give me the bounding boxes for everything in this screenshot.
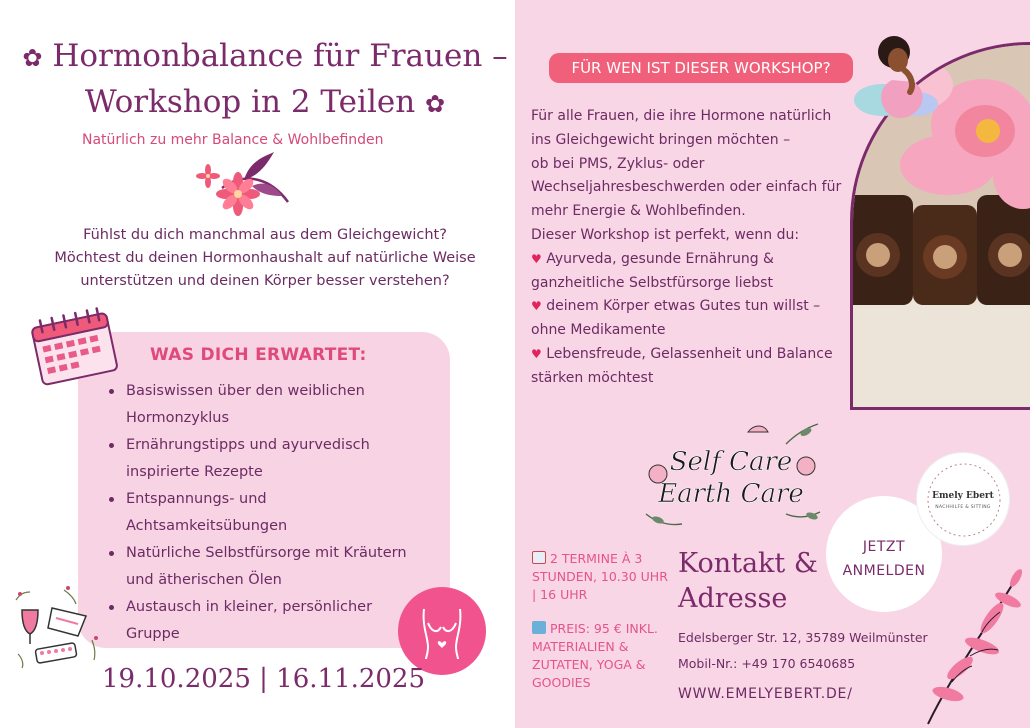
- heart-icon: ♥: [531, 251, 542, 266]
- title-line-2: Workshop in 2 Teilen: [84, 84, 416, 120]
- page-title: [20, 34, 510, 126]
- contact-heading: Kontakt & Adresse: [678, 548, 818, 614]
- branch-ornament-icon: [920, 548, 1030, 728]
- brand-name: Emely Ebert: [932, 491, 994, 501]
- title-line-1: Hormonbalance für Frauen –: [52, 38, 508, 74]
- audience-bullet: ♥ Ayurveda, gesunde Ernährung & ganzheitliche Selbstfürsorge liebst: [531, 250, 774, 291]
- menstrual-care-icon: [8, 580, 104, 672]
- subtitle: Natürlich zu mehr Balance & Wohlbefinden: [82, 132, 384, 148]
- intro-line-1: Fühlst du dich manchmal aus dem Gleichgewicht?: [83, 227, 447, 243]
- blossom-icon: ✿: [22, 44, 43, 72]
- intro-text: [40, 224, 490, 293]
- expect-heading: WAS DICH ERWARTET:: [150, 345, 367, 365]
- self-care-text: Self Care: [669, 447, 793, 477]
- blossom-icon: ✿: [425, 90, 446, 118]
- list-item: Entspannungs- und Achtsamkeitsübungen: [105, 486, 425, 540]
- banknote-emoji-icon: [532, 621, 546, 634]
- audience-paragraph: Dieser Workshop ist perfekt, wenn du:: [531, 226, 800, 243]
- contact-address: Edelsberger Str. 12, 35789 Weilmünster: [678, 630, 928, 645]
- audience-bullet: ♥ deinem Körper etwas Gutes tun willst – ohne Medikamente: [531, 298, 821, 339]
- brand-tagline: NACHHILFE & SITTING: [935, 505, 991, 510]
- intro-line-2: Möchtest du deinen Hormonhaushalt auf natürliche Weise: [54, 250, 476, 266]
- termine-info: 2 TERMINE À 3 STUNDEN, 10.30 UHR | 16 UHR: [532, 551, 668, 602]
- self-care-earth-care-logo: [636, 414, 826, 542]
- earth-care-text: Earth Care: [658, 479, 804, 509]
- audience-bullet: ♥ Lebensfreude, Gelassenheit und Balance stärken möchtest: [531, 345, 833, 386]
- website-link[interactable]: WWW.EMELYEBERT.DE/: [678, 686, 853, 702]
- workshop-dates: 19.10.2025 | 16.11.2025: [102, 664, 426, 694]
- signup-label[interactable]: JETZT ANMELDEN: [842, 539, 926, 579]
- list-item: Austausch in kleiner, persönlicher Gruppe: [105, 594, 425, 648]
- intro-line-3: unterstützen und deinen Körper besser verstehen?: [80, 273, 450, 289]
- expect-list: [105, 378, 425, 648]
- audience-paragraph: ob bei PMS, Zyklus- oder Wechseljahresbeschwerden oder einfach für mehr Energie & Wohlbefinden.: [531, 155, 842, 220]
- body-badge: [398, 587, 486, 675]
- audience-heading: FÜR WEN IST DIESER WORKSHOP?: [549, 53, 853, 83]
- list-item: Ernährungstipps und ayurvedisch inspirierte Rezepte: [105, 432, 425, 486]
- contact-phone[interactable]: Mobil-Nr.: +49 170 6540685: [678, 656, 856, 671]
- flower-ornament-icon: [192, 150, 292, 220]
- heart-icon: ♥: [531, 346, 542, 361]
- calendar-icon: [28, 306, 120, 386]
- audience-paragraph: Für alle Frauen, die ihre Hormone natürlich ins Gleichgewicht bringen möchten –: [531, 108, 832, 148]
- female-body-icon: [398, 587, 486, 675]
- heart-icon: ♥: [531, 299, 542, 314]
- list-item: Basiswissen über den weiblichen Hormonzyklus: [105, 378, 425, 432]
- list-item: Natürliche Selbstfürsorge mit Kräutern und ätherischen Ölen: [105, 540, 425, 594]
- calendar-emoji-icon: [532, 551, 546, 564]
- woman-illustration-icon: [852, 30, 942, 125]
- audience-text: [531, 105, 849, 391]
- price-info: PREIS: 95 € INKL. MATERIALIEN & ZUTATEN, YOGA & GOODIES: [532, 621, 658, 690]
